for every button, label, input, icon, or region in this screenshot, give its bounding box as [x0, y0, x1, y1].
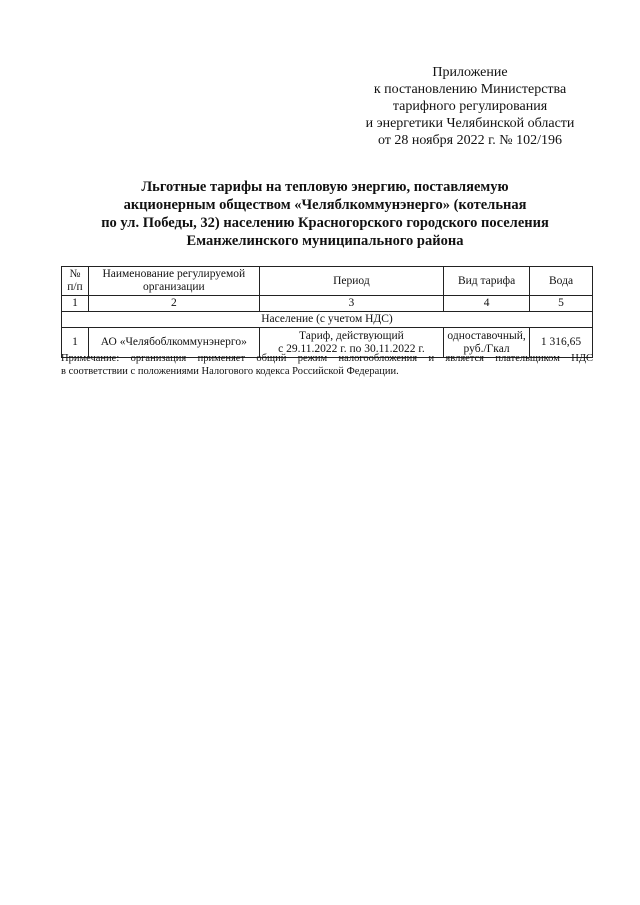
header-num: № п/п [62, 267, 89, 296]
appendix-line: к постановлению Министерства [373, 82, 567, 97]
section-label: Население (с учетом НДС) [62, 312, 593, 328]
column-number: 3 [259, 296, 443, 312]
header-tariff-type: Вид тарифа [444, 267, 530, 296]
row-tariff-line: руб./Гкал [463, 342, 510, 355]
column-number: 1 [62, 296, 89, 312]
row-period-line: Тариф, действующий [299, 329, 404, 342]
row-org: АО «Челябоблкоммунэнерго» [88, 328, 259, 358]
appendix-line: тарифного регулирования [392, 99, 548, 114]
title-line: по ул. Победы, 32) населению Красногорского городского поселения [101, 215, 549, 231]
appendix-line: Приложение [432, 65, 508, 80]
tariff-table [61, 266, 593, 358]
appendix-block [330, 64, 610, 149]
title-line: Еманжелинского муниципального района [186, 233, 464, 249]
column-number: 5 [530, 296, 593, 312]
header-org: Наименование регулируемой организации [88, 267, 259, 296]
title-line: акционерным обществом «Челяблкоммунэнерго» (котельная [123, 197, 527, 213]
column-number: 4 [444, 296, 530, 312]
appendix-line: от 28 ноября 2022 г. № 102/196 [377, 133, 563, 148]
row-num: 1 [62, 328, 89, 358]
column-number: 2 [88, 296, 259, 312]
note-line: в соответствии с положениями Налогового кодекса Российской Федерации. [61, 366, 399, 377]
row-tariff-line: одноставочный, [447, 329, 526, 342]
note [61, 352, 593, 378]
column-number-row [62, 296, 593, 312]
header-water: Вода [530, 267, 593, 296]
appendix-line: и энергетики Челябинской области [365, 116, 575, 131]
note-line: Примечание: организация применяет общий режим налогообложения и является плательщиком НДС [61, 353, 593, 364]
title-line: Льготные тарифы на тепловую энергию, поставляемую [141, 179, 509, 195]
row-period-line: с 29.11.2022 г. по 30.11.2022 г. [278, 342, 425, 355]
table-header-row [62, 267, 593, 296]
document-title [60, 178, 590, 250]
header-period: Период [259, 267, 443, 296]
row-water-value: 1 316,65 [530, 328, 593, 358]
section-row [62, 312, 593, 328]
